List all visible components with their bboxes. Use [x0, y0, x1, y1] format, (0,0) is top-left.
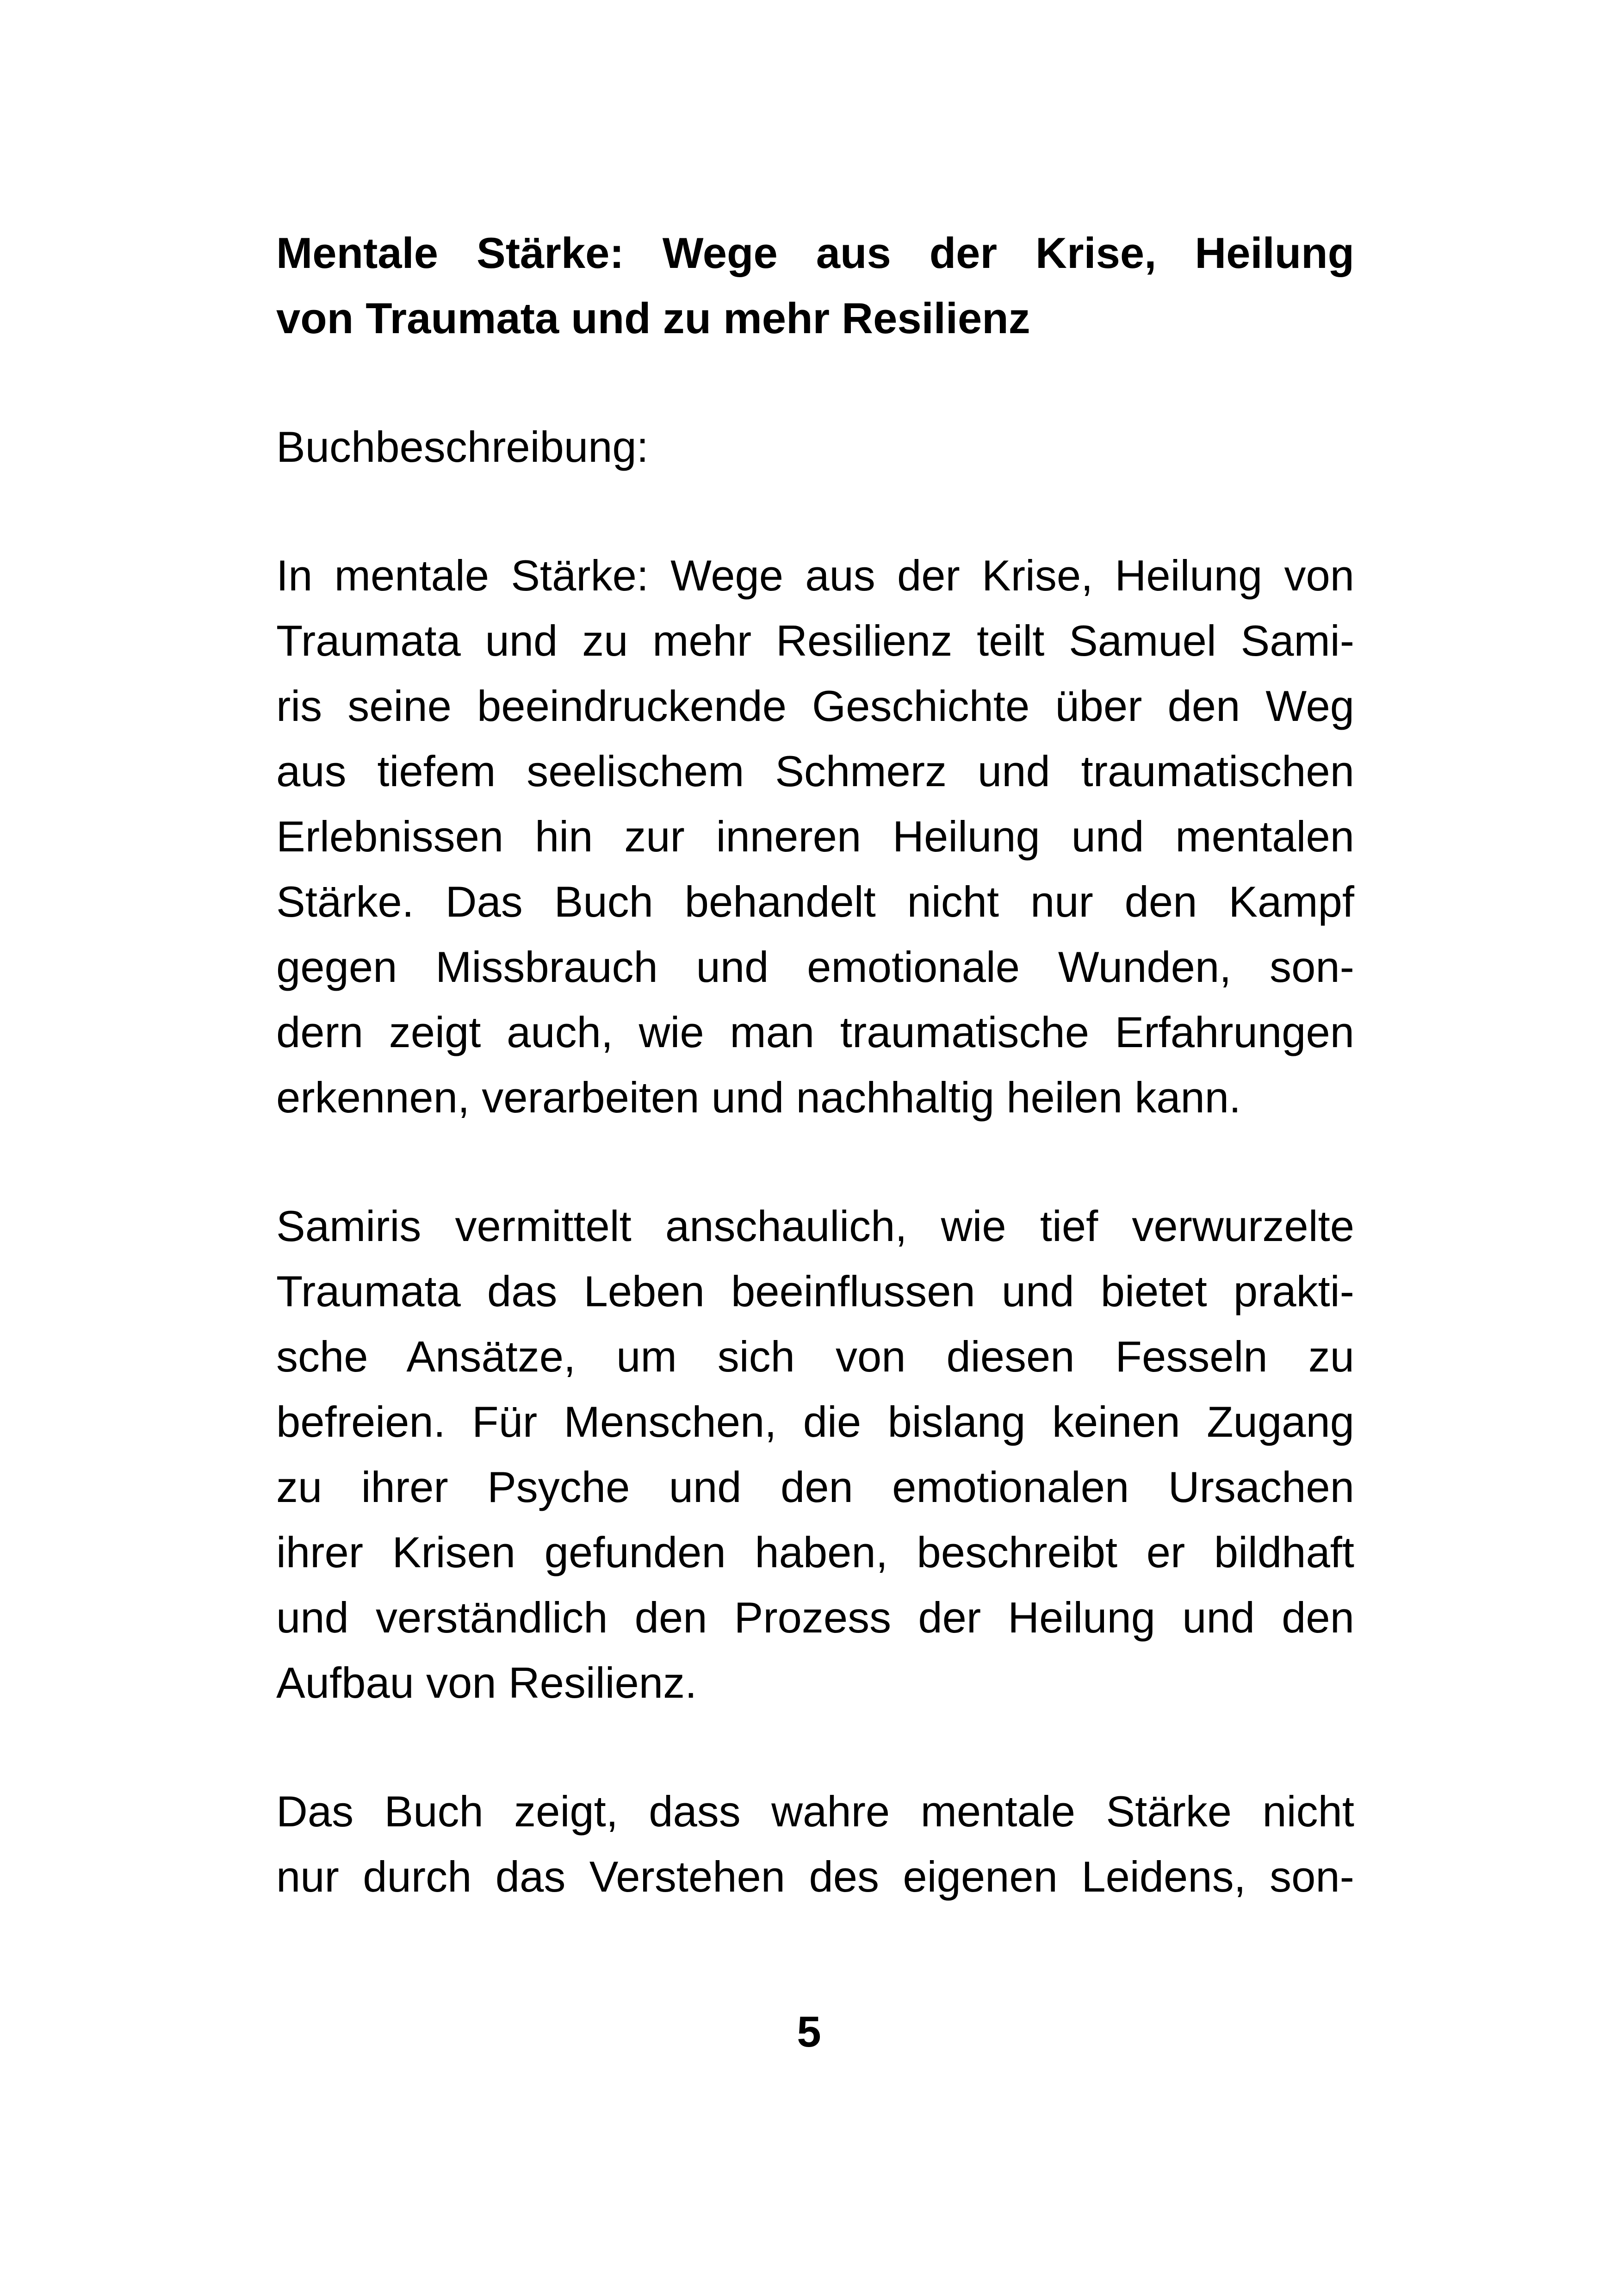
section-label: Buchbeschreibung: [276, 422, 649, 471]
paragraph-1-line: In mentale Stärke: Wege aus der Krise, Heilung von [276, 551, 1354, 600]
paragraph-2-line: Samiris vermittelt anschaulich, wie tief verwurzelte [276, 1202, 1354, 1250]
paragraph-2-line: und verständlich den Prozess der Heilung und den [276, 1593, 1354, 1642]
paragraph-2-line: ihrer Krisen gefunden haben, beschreibt er bildhaft [276, 1528, 1354, 1576]
paragraph-1-line: Traumata und zu mehr Resilienz teilt Samuel Sami- [276, 616, 1354, 665]
paragraph-3-line: Das Buch zeigt, dass wahre mentale Stärke nicht [276, 1787, 1354, 1836]
paragraph-1-line: aus tiefem seelischem Schmerz und traumatischen [276, 747, 1354, 795]
paragraph-1-line: dern zeigt auch, wie man traumatische Erfahrungen [276, 1008, 1354, 1056]
title-line-2: von Traumata und zu mehr Resilienz [276, 294, 1030, 342]
paragraph-1-line: ris seine beeindruckende Geschichte über den Weg [276, 682, 1354, 730]
paragraph-2-line: zu ihrer Psyche und den emotionalen Ursachen [276, 1463, 1354, 1511]
paragraph-2-line: Traumata das Leben beeinflussen und bietet prakti- [276, 1267, 1354, 1316]
paragraph-1-line: erkennen, verarbeiten und nachhaltig heilen kann. [276, 1073, 1241, 1122]
page-number: 5 [797, 2007, 821, 2056]
paragraph-2-line: Aufbau von Resilienz. [276, 1658, 697, 1707]
title-line-1: Mentale Stärke: Wege aus der Krise, Heilung [276, 229, 1354, 277]
paragraph-2-line: sche Ansätze, um sich von diesen Fesseln zu [276, 1332, 1354, 1381]
paragraph-3-line: nur durch das Verstehen des eigenen Leidens, son- [276, 1852, 1354, 1901]
paragraph-1-line: Stärke. Das Buch behandelt nicht nur den Kampf [276, 877, 1354, 926]
paragraph-2-line: befreien. Für Menschen, die bislang keinen Zugang [276, 1397, 1354, 1446]
paragraph-1-line: gegen Missbrauch und emotionale Wunden, son- [276, 943, 1354, 991]
paragraph-1-line: Erlebnissen hin zur inneren Heilung und mentalen [276, 812, 1354, 861]
